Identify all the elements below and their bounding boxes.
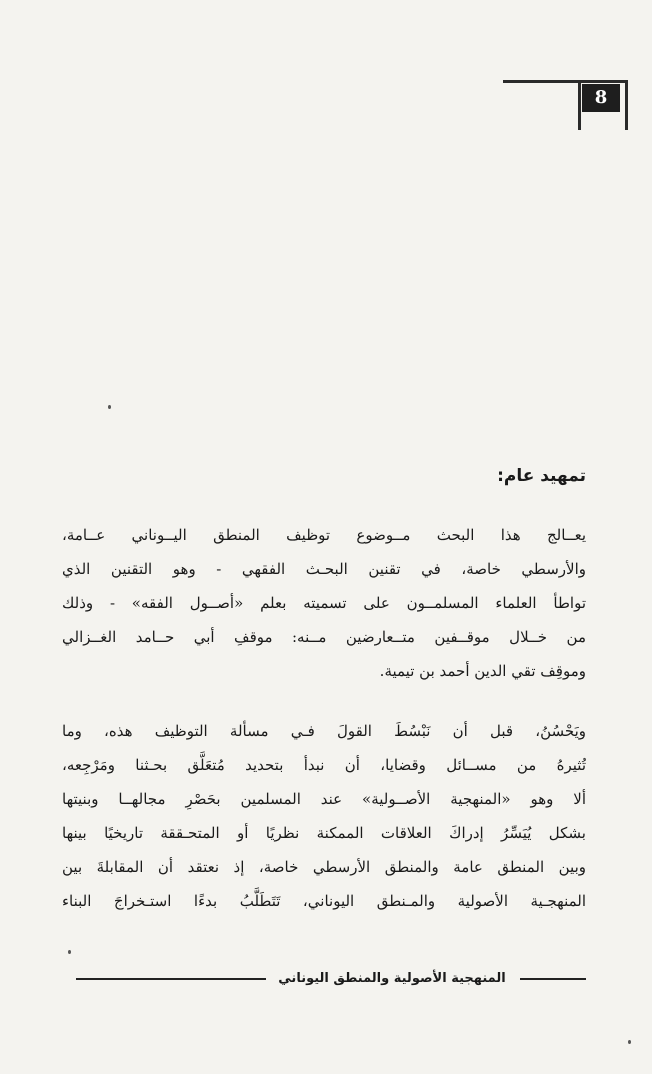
text-line: تُثيرهُ من مســائل وقضايا، أن نبدأ بتحديد مُتعَلَّق بحـثنا ومَرْجِعه، xyxy=(62,756,586,774)
text-line: المنهجـية الأصولية والمـنطق اليوناني، تَتَطَلَّبُ بدءًا استـخراجَ البناء xyxy=(62,892,586,910)
frame-left-rule xyxy=(578,80,581,130)
text-line: وموقِف تقي الدين أحمد بن تيمية. xyxy=(379,662,586,680)
page-number: 8 xyxy=(582,84,620,112)
running-footer xyxy=(76,966,586,992)
text-line: تواطأ العلماء المسلمــون على تسميته بعلم «أصــول الفقه» - وذلك xyxy=(62,594,586,612)
paper-speck xyxy=(68,950,71,954)
text-line: ويَحْسُنُ، قبل أن نَبْسُطَ القولَ فـي مسألة التوظيف هذه، وما xyxy=(62,722,586,740)
paragraph-2 xyxy=(62,714,586,918)
paper-speck xyxy=(628,1040,631,1044)
section-heading: تمهيد عام: xyxy=(497,466,586,486)
text-line: يعــالج هذا البحث مــوضوع توظيف المنطق اليــوناني عــامة، xyxy=(62,526,586,544)
text-line: وبين المنطق عامة والمنطق الأرسطي خاصة، إذ نعتقد أن المقابلةَ بين xyxy=(62,858,586,876)
footer-rule-right xyxy=(520,978,586,980)
footer-book-title: المنهجية الأصولية والمنطق اليوناني xyxy=(278,971,506,986)
footer-rule-left xyxy=(76,978,266,980)
text-line: من خــلال موقــفين متــعارضين مــنه: موقفِ أبي حــامد الغــزالي xyxy=(62,628,586,646)
text-line: والأرسطي خاصة، في تقنين البحـث الفقهي - وهو التقنين الذي xyxy=(62,560,586,578)
frame-top-rule xyxy=(503,80,627,83)
frame-right-rule xyxy=(625,80,628,130)
text-line: بشكل يُيَسِّرُ إدراكَ العلاقات الممكنة نظريًا أو المتحـققة تاريخيًا بينها xyxy=(62,824,586,842)
paper-speck xyxy=(108,405,111,409)
paragraph-1 xyxy=(62,518,586,688)
text-line: ألا وهو «المنهجية الأصــولية» عند المسلمين بحَصْرِ مجالهــا وبنيتها xyxy=(62,790,586,808)
